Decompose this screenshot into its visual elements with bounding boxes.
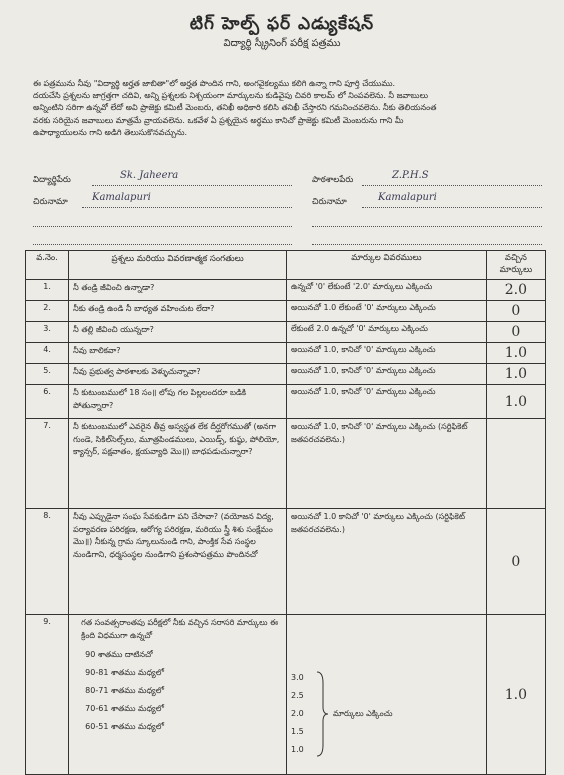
row-question: నీవు బాలికవా? — [69, 343, 287, 364]
instruction-line: ఉపాధ్యాయులను గాని అడిగి తెలుసుకొనవచ్చును. — [33, 127, 188, 137]
band-label: 90-81 శాతము మధ్యలో — [85, 668, 164, 677]
table-row — [26, 419, 546, 509]
row-marks-details: అయినచో 1.0, కానిచో '0' మార్కులు ఎక్కించు — [286, 343, 486, 364]
row-question: నీ కుటుంబములో ఎవరైన తీవ్ర అస్వస్థత లేక దీర్ఘరోగముతో (అనగా గుండె, సికిల్‌సెల్స్‌లు, మూత్రపిండములు, ఎయిడ్స్, కుష్ఠు, పోలియో, క్యాన్సర్, పక్షవాతం, క్షయవ్యాధి మొ॥) బాధపడుచున్నారా? — [69, 419, 287, 509]
address2-value[interactable]: Kamalapuri — [378, 192, 437, 203]
row-score[interactable]: 0 — [486, 322, 545, 343]
row-question — [69, 615, 287, 775]
row-number: 3. — [26, 322, 69, 343]
table-row — [26, 343, 546, 364]
row-question: నీ కుటుంబములో 18 సం॥ లోపు గల పిల్లలందరూ బడికి పోతున్నారా? — [69, 385, 287, 419]
row-number: 7. — [26, 419, 69, 509]
screening-table — [25, 250, 546, 775]
brace-icon — [315, 671, 329, 757]
row-marks-details: అయినచో 1.0 కానిచో '0' మార్కులు ఎక్కించు (సర్టిఫికెట్ జతపరచవలెను.) — [286, 509, 486, 615]
instruction-line: వరకు సరియైన జవాబులు మాత్రమే వ్రాయవలెను. ఒకవేళ ఏ ప్రశ్నయైన అర్థము కానిచో ప్రాజెక్టు కమిటీ మెంబరును గాని మీ — [33, 115, 404, 125]
form-subtitle: విద్యార్థి స్క్రీనింగ్ పరీక్ష పత్రము — [223, 38, 341, 49]
row-score[interactable] — [486, 419, 545, 509]
school-name-value[interactable]: Z.P.H.S — [392, 170, 429, 181]
header-marks-details: మార్కుల వివరములు — [286, 251, 486, 280]
row-score[interactable]: 0 — [486, 301, 545, 322]
band-value: 3.0 — [290, 673, 304, 682]
row-score[interactable]: 1.0 — [486, 385, 545, 419]
row-marks-details: అయినచో 1.0, కానిచో '0' మార్కులు ఎక్కించు — [286, 364, 486, 385]
header-serial: వ.నెం. — [26, 251, 69, 280]
header-question: ప్రశ్నలు మరియు వివరణాత్మక సంగతులు — [69, 251, 287, 280]
row-score[interactable]: 1.0 — [486, 364, 545, 385]
table-row — [26, 615, 546, 775]
row-marks-details: అయినచో 1.0 లేకుంటే '0' మార్కులు ఎక్కించు — [286, 301, 486, 322]
address-label: చిరునామా — [33, 197, 68, 207]
instruction-line: దయచేసి ప్రశ్నలను జాగ్రత్తగా చదివి, అన్ని ప్రశ్నలకు నిశ్చయంగా మార్కులను కుడివైపు చివరి కాలమ్ లో నింపవలెను. నీ జవాబులు — [33, 91, 429, 101]
row-marks-details: అయినచో 1.0, కానిచో '0' మార్కులు ఎక్కించు (సర్టిఫికెట్ జతపరచవలెను.) — [286, 419, 486, 509]
band-note: మార్కులు ఎక్కించు — [332, 709, 393, 718]
address2-label: చిరునామా — [312, 197, 347, 207]
row-question: నీ తల్లి జీవించి యున్నదా? — [69, 322, 287, 343]
row-number: 4. — [26, 343, 69, 364]
form-title: టిగ్ హెల్ప్ ఫర్ ఎడ్యుకేషన్ — [189, 14, 375, 34]
row-score[interactable]: 0 — [486, 509, 545, 615]
row-number: 5. — [26, 364, 69, 385]
row-number: 9. — [26, 615, 69, 775]
table-row — [26, 322, 546, 343]
student-name-value[interactable]: Sk. Jaheera — [120, 170, 179, 181]
row-question: నీవు ప్రభుత్వ పాఠశాలకు వెళ్ళుచున్నావా? — [69, 364, 287, 385]
instruction-line: ఈ పత్రమును నీవు "విద్యార్థి అర్హత జాబితా"లో అర్హత పొందిన గాని, అంగవైకల్యము కలిగి ఉన్నా గాని పూర్తి చేయుము. — [33, 79, 396, 88]
row-number: 1. — [26, 280, 69, 301]
band-label: 60-51 శాతము మధ్యలో — [85, 722, 164, 731]
table-row — [26, 280, 546, 301]
instruction-line: అన్నింటిని సరిగా ఉన్నవో లేదో అవి ప్రాజెక్టు కమిటీ మెంబరు, తనిఖీ అధికారి కలిసి తనిఖీ చేస్తారని గమనించవలెను. నీకు తెలియనంత — [33, 103, 437, 113]
header-marks-obtained: వచ్చిన మార్కులు — [486, 251, 545, 280]
row-number: 6. — [26, 385, 69, 419]
row-score[interactable]: 1.0 — [486, 343, 545, 364]
band-value: 1.0 — [290, 745, 304, 754]
band-label: 90 శాతము దాటినచో — [85, 650, 153, 659]
row-marks-details — [286, 615, 486, 775]
row-score[interactable]: 2.0 — [486, 280, 545, 301]
band-value: 2.5 — [290, 691, 304, 700]
table-row — [26, 364, 546, 385]
band-value: 2.0 — [290, 709, 304, 718]
student-name-label: విద్యార్థిపేరు — [33, 175, 71, 185]
row-marks-details: లేకుంటే 2.0 ఉన్నచో '0' మార్కులు ఎక్కించు — [286, 322, 486, 343]
school-name-label: పాఠశాలపేరు — [312, 175, 354, 185]
row-question: నీకు తండ్రి ఉండి నీ బాధ్యత వహించుట లేదా? — [69, 301, 287, 322]
row-number: 8. — [26, 509, 69, 615]
address-value[interactable]: Kamalapuri — [92, 192, 151, 203]
table-header-row — [26, 251, 546, 280]
instructions-paragraph — [33, 78, 547, 139]
table-row — [26, 385, 546, 419]
row-question-text: గత సంవత్సరాంతపు పరీక్షలో నీకు వచ్చిన సరాసరి మార్కులు ఈ క్రింది విధముగా ఉన్నచో — [81, 618, 279, 640]
band-value: 1.5 — [290, 727, 304, 736]
table-row — [26, 301, 546, 322]
band-label: 70-61 శాతము మధ్యలో — [85, 704, 164, 713]
row-number: 2. — [26, 301, 69, 322]
row-question: నీ తండ్రి జీవించి ఉన్నాడా? — [69, 280, 287, 301]
row-question: నీవు ఎప్పుడైనా సంఘ సేవకుడిగా పని చేసావా? (వయోజన విద్య, పర్యావరణ పరిరక్షణ, ఆరోగ్య పరిరక్షణ, మరియు స్త్రీ శిశు సంక్షేమం మొ॥) నీకున్న గ్రామ స్కూలునుండి గాని, పాంక్తిక సేవ సంస్థల నుండిగాని, ధర్మసంస్థల నుండిగాని ప్రశంసాపత్రము పొందినచో — [69, 509, 287, 615]
row-marks-details: ఉన్నచో '0' లేకుంటే '2.0' మార్కులు ఎక్కించు — [286, 280, 486, 301]
table-row — [26, 509, 546, 615]
row-score[interactable]: 1.0 — [486, 615, 545, 775]
row-marks-details: అయినచో 1.0, కానిచో '0' మార్కులు ఎక్కించు — [286, 385, 486, 419]
band-label: 80-71 శాతము మధ్యలో — [85, 686, 164, 695]
